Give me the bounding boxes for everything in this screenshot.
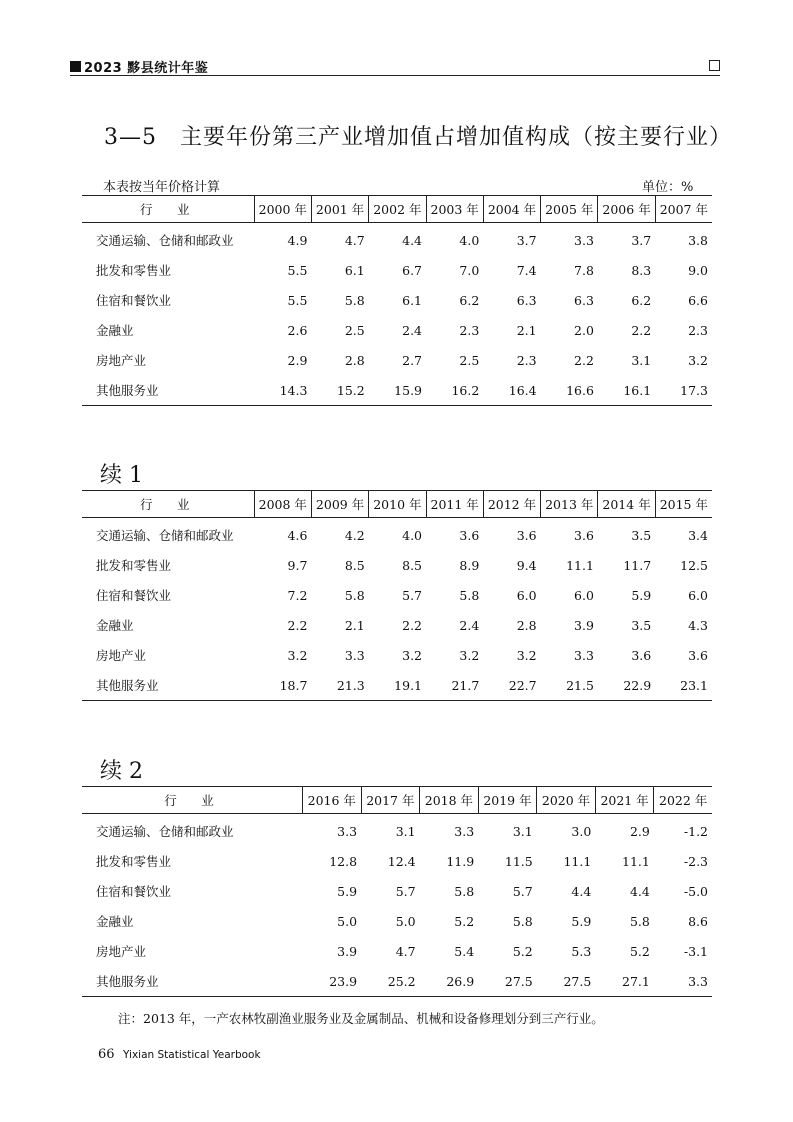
- value-cell: 5.0: [337, 913, 358, 929]
- table-row: [82, 906, 712, 936]
- year-column-header: 2010 年: [369, 491, 426, 518]
- value-cell: 5.7: [395, 883, 416, 899]
- value-cell: 16.6: [566, 382, 594, 398]
- value-cell: 9.7: [287, 557, 308, 573]
- table-row: [82, 223, 712, 256]
- industry-name-cell: 金融业: [96, 618, 134, 633]
- value-cell: 5.9: [631, 587, 652, 603]
- composition-table-2000-2007: [82, 195, 712, 406]
- value-cell: 2.4: [402, 322, 423, 338]
- year-column-header: 2022 年: [654, 787, 712, 814]
- value-cell: 5.7: [402, 587, 423, 603]
- value-cell: 2.5: [459, 352, 480, 368]
- value-cell: 2.2: [631, 322, 652, 338]
- year-column-header: 2015 年: [655, 491, 712, 518]
- value-cell: 7.2: [287, 587, 308, 603]
- industry-column-header: 行 业: [82, 491, 254, 518]
- value-cell: 2.9: [629, 823, 650, 839]
- value-cell: 7.8: [574, 262, 594, 278]
- year-column-header: 2012 年: [483, 491, 540, 518]
- value-cell: 21.5: [566, 677, 594, 693]
- industry-name-cell: 交通运输、仓储和邮政业: [96, 824, 234, 839]
- value-cell: 16.1: [623, 382, 652, 398]
- value-cell: 5.8: [344, 292, 365, 308]
- value-cell: 22.7: [508, 677, 537, 693]
- value-cell: 3.1: [512, 823, 533, 839]
- value-cell: 25.2: [387, 973, 416, 989]
- table-row: [82, 375, 712, 406]
- value-cell: 11.7: [623, 557, 652, 573]
- value-cell: 4.9: [287, 232, 308, 248]
- value-cell: 3.2: [688, 352, 708, 368]
- year-column-header: 2004 年: [483, 196, 540, 223]
- value-cell: 5.8: [629, 913, 650, 929]
- year-column-header: 2014 年: [598, 491, 655, 518]
- value-cell: 4.2: [344, 527, 365, 543]
- industry-name-cell: 交通运输、仓储和邮政业: [96, 528, 234, 543]
- value-cell: 9.0: [688, 262, 708, 278]
- table-row: [82, 966, 712, 997]
- value-cell: 2.3: [688, 322, 708, 338]
- industry-name-cell: 房地产业: [96, 944, 147, 959]
- value-cell: 3.4: [688, 527, 708, 543]
- table-row: [82, 255, 712, 285]
- industry-name-cell: 金融业: [96, 323, 134, 338]
- table-row: [82, 936, 712, 966]
- value-cell: 16.4: [508, 382, 537, 398]
- value-cell: 5.2: [629, 943, 650, 959]
- value-cell: 4.7: [395, 943, 416, 959]
- value-cell: 11.9: [446, 853, 475, 869]
- value-cell: 3.7: [516, 232, 537, 248]
- header-row: [82, 196, 712, 223]
- value-cell: 2.2: [402, 617, 423, 633]
- value-cell: 11.1: [622, 853, 650, 869]
- value-cell: 2.1: [516, 322, 537, 338]
- value-cell: 7.4: [516, 262, 537, 278]
- value-cell: 9.4: [516, 557, 537, 573]
- value-cell: 2.8: [516, 617, 537, 633]
- value-cell: 3.1: [395, 823, 416, 839]
- value-cell: 3.5: [631, 617, 652, 633]
- value-cell: 4.4: [571, 883, 592, 899]
- value-cell: 3.5: [631, 527, 652, 543]
- value-cell: -2.3: [683, 853, 708, 869]
- value-cell: 11.1: [563, 853, 592, 869]
- table-row: [82, 610, 712, 640]
- value-cell: 2.8: [344, 352, 365, 368]
- value-cell: 5.9: [337, 883, 358, 899]
- value-cell: 6.7: [402, 262, 423, 278]
- table-row: [82, 518, 712, 551]
- year-column-header: 2000 年: [254, 196, 311, 223]
- value-cell: 5.5: [287, 262, 308, 278]
- value-cell: 3.8: [688, 232, 708, 248]
- value-cell: 19.1: [394, 677, 423, 693]
- value-cell: 3.9: [337, 943, 358, 959]
- value-cell: 6.2: [631, 292, 652, 308]
- value-cell: 5.7: [512, 883, 533, 899]
- value-cell: 2.4: [459, 617, 480, 633]
- value-cell: 4.6: [287, 527, 308, 543]
- industry-name-cell: 住宿和餐饮业: [96, 293, 172, 308]
- value-cell: 6.3: [574, 292, 594, 308]
- value-cell: 12.4: [387, 853, 416, 869]
- value-cell: 18.7: [279, 677, 308, 693]
- table-row: [82, 640, 712, 670]
- value-cell: 5.4: [454, 943, 475, 959]
- value-cell: 3.9: [574, 617, 594, 633]
- industry-name-cell: 其他服务业: [96, 974, 159, 989]
- running-header: [70, 57, 720, 76]
- industry-name-cell: 房地产业: [96, 648, 147, 663]
- industry-name-cell: 住宿和餐饮业: [96, 588, 172, 603]
- industry-name-cell: 交通运输、仓储和邮政业: [96, 233, 234, 248]
- value-cell: -3.1: [683, 943, 708, 959]
- value-cell: 21.3: [336, 677, 365, 693]
- year-column-header: 2021 年: [595, 787, 654, 814]
- value-cell: 5.5: [287, 292, 308, 308]
- value-cell: 16.2: [451, 382, 480, 398]
- value-cell: 8.6: [688, 913, 708, 929]
- year-column-header: 2005 年: [541, 196, 598, 223]
- industry-column-header: 行 业: [82, 787, 303, 814]
- year-column-header: 2007 年: [655, 196, 712, 223]
- value-cell: 4.3: [688, 617, 708, 633]
- table-row: [82, 876, 712, 906]
- industry-name-cell: 金融业: [96, 914, 134, 929]
- composition-table-2008-2015: [82, 490, 712, 701]
- value-cell: 3.2: [287, 647, 308, 663]
- value-cell: 3.6: [574, 527, 594, 543]
- value-cell: 3.3: [574, 232, 594, 248]
- value-cell: 2.1: [344, 617, 365, 633]
- value-cell: 3.3: [344, 647, 365, 663]
- unit-label: 单位：%: [642, 180, 694, 195]
- value-cell: 6.2: [459, 292, 480, 308]
- page-number: 66: [98, 1047, 115, 1062]
- value-cell: 5.8: [512, 913, 533, 929]
- table-row: [82, 285, 712, 315]
- value-cell: 14.3: [279, 382, 308, 398]
- page-title: 3—5 主要年份第三产业增加值占增加值构成（按主要行业）: [104, 125, 732, 150]
- year-column-header: 2009 年: [311, 491, 368, 518]
- value-cell: 6.0: [516, 587, 537, 603]
- value-cell: 15.9: [394, 382, 423, 398]
- year-column-header: 2020 年: [537, 787, 596, 814]
- value-cell: 11.1: [566, 557, 594, 573]
- value-cell: 4.7: [344, 232, 365, 248]
- value-cell: 3.2: [402, 647, 423, 663]
- value-cell: 3.6: [516, 527, 537, 543]
- composition-table-2016-2022: [82, 786, 712, 997]
- value-cell: 2.0: [574, 322, 594, 338]
- footnote: 注：2013 年，一产农林牧副渔业服务业及金属制品、机械和设备修理划分到三产行业。: [118, 1011, 604, 1026]
- year-column-header: 2001 年: [311, 196, 368, 223]
- value-cell: 3.3: [688, 973, 708, 989]
- value-cell: 27.1: [622, 973, 650, 989]
- header-box-marker: [709, 60, 720, 71]
- value-cell: 21.7: [451, 677, 480, 693]
- table-row: [82, 550, 712, 580]
- value-cell: 2.7: [402, 352, 423, 368]
- value-cell: 8.9: [459, 557, 480, 573]
- price-basis-note: 本表按当年价格计算: [103, 180, 221, 195]
- value-cell: 5.8: [344, 587, 365, 603]
- yearbook-label: Yixian Statistical Yearbook: [123, 1049, 261, 1061]
- value-cell: 3.6: [688, 647, 708, 663]
- table-row: [82, 670, 712, 701]
- year-column-header: 2011 年: [426, 491, 483, 518]
- value-cell: 2.6: [287, 322, 308, 338]
- table-row: [82, 846, 712, 876]
- value-cell: 12.8: [329, 853, 358, 869]
- value-cell: 15.2: [336, 382, 365, 398]
- value-cell: 4.0: [402, 527, 423, 543]
- value-cell: 17.3: [680, 382, 708, 398]
- year-column-header: 2017 年: [361, 787, 420, 814]
- header-row: [82, 491, 712, 518]
- value-cell: 3.2: [516, 647, 537, 663]
- value-cell: 6.6: [688, 292, 708, 308]
- value-cell: 2.9: [287, 352, 308, 368]
- year-column-header: 2016 年: [303, 787, 362, 814]
- year-column-header: 2006 年: [598, 196, 655, 223]
- industry-column-header: 行 业: [82, 196, 254, 223]
- value-cell: 8.3: [631, 262, 652, 278]
- value-cell: 2.5: [344, 322, 365, 338]
- value-cell: 6.0: [574, 587, 594, 603]
- value-cell: 4.0: [459, 232, 480, 248]
- value-cell: 7.0: [459, 262, 480, 278]
- value-cell: 8.5: [344, 557, 365, 573]
- value-cell: 12.5: [680, 557, 708, 573]
- value-cell: 3.3: [337, 823, 358, 839]
- industry-name-cell: 住宿和餐饮业: [96, 884, 172, 899]
- value-cell: 2.2: [287, 617, 308, 633]
- year-column-header: 2013 年: [541, 491, 598, 518]
- value-cell: 3.3: [454, 823, 475, 839]
- value-cell: 22.9: [623, 677, 652, 693]
- year-column-header: 2008 年: [254, 491, 311, 518]
- section-heading-cont-2: 续 2: [100, 759, 143, 784]
- value-cell: 3.2: [459, 647, 480, 663]
- value-cell: 3.6: [631, 647, 652, 663]
- value-cell: 6.3: [516, 292, 537, 308]
- value-cell: 5.2: [512, 943, 533, 959]
- header-row: [82, 787, 712, 814]
- section-heading-cont-1: 续 1: [100, 463, 143, 488]
- value-cell: 3.1: [631, 352, 652, 368]
- value-cell: 3.6: [459, 527, 480, 543]
- table-row: [82, 580, 712, 610]
- industry-name-cell: 其他服务业: [96, 383, 159, 398]
- industry-name-cell: 批发和零售业: [96, 854, 172, 869]
- value-cell: 5.2: [454, 913, 475, 929]
- value-cell: 5.8: [454, 883, 475, 899]
- table-row: [82, 345, 712, 375]
- value-cell: 23.1: [680, 677, 708, 693]
- value-cell: 8.5: [402, 557, 423, 573]
- value-cell: 2.3: [516, 352, 537, 368]
- value-cell: 6.1: [344, 262, 365, 278]
- industry-name-cell: 批发和零售业: [96, 263, 172, 278]
- table-row: [82, 315, 712, 345]
- table-row: [82, 814, 712, 847]
- value-cell: 4.4: [402, 232, 423, 248]
- value-cell: 26.9: [446, 973, 475, 989]
- industry-name-cell: 房地产业: [96, 353, 147, 368]
- value-cell: 4.4: [629, 883, 650, 899]
- value-cell: 3.7: [631, 232, 652, 248]
- industry-name-cell: 其他服务业: [96, 678, 159, 693]
- value-cell: 11.5: [504, 853, 533, 869]
- value-cell: 6.1: [402, 292, 423, 308]
- value-cell: 5.9: [571, 913, 592, 929]
- industry-name-cell: 批发和零售业: [96, 558, 172, 573]
- value-cell: 3.0: [571, 823, 592, 839]
- value-cell: 3.3: [574, 647, 594, 663]
- year-column-header: 2002 年: [369, 196, 426, 223]
- value-cell: -1.2: [683, 823, 708, 839]
- value-cell: 23.9: [329, 973, 358, 989]
- running-header-text: 2023 黟县统计年鉴: [84, 61, 209, 76]
- year-column-header: 2018 年: [420, 787, 479, 814]
- value-cell: 2.3: [459, 322, 480, 338]
- value-cell: 5.3: [571, 943, 592, 959]
- year-column-header: 2003 年: [426, 196, 483, 223]
- value-cell: 27.5: [563, 973, 592, 989]
- value-cell: 27.5: [504, 973, 533, 989]
- value-cell: 5.0: [395, 913, 416, 929]
- header-square-marker: [70, 61, 81, 72]
- value-cell: 5.8: [459, 587, 480, 603]
- value-cell: 6.0: [688, 587, 708, 603]
- year-column-header: 2019 年: [478, 787, 537, 814]
- value-cell: -5.0: [683, 883, 708, 899]
- value-cell: 2.2: [574, 352, 594, 368]
